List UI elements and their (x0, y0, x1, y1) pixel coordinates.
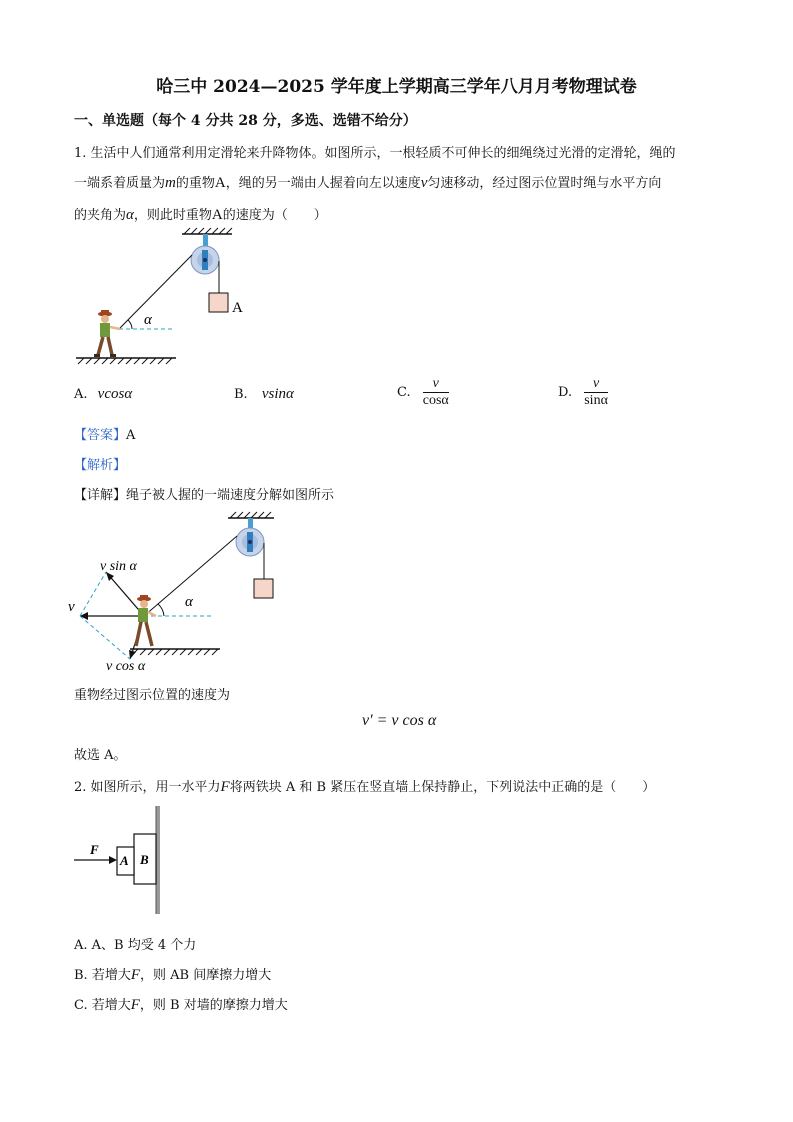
q1-after-text: 重物经过图示位置的速度为 (74, 688, 231, 703)
q2-fig-label-A: A (120, 853, 129, 868)
detail-text: 绳子被人握的一端速度分解如图所示 (126, 488, 335, 503)
q2-option-C-a: C. 若增大 (74, 998, 131, 1013)
q1-var-A-2: A (211, 207, 223, 223)
q2-option-B-b: ，则 AB 间摩擦力增大 (140, 968, 272, 983)
q1-var-alpha: α (126, 207, 134, 223)
q2-option-A[interactable]: A. A、B 均受 4 个力 (74, 938, 197, 953)
q1-option-C-den: cosα (422, 393, 449, 408)
q2-option-C[interactable] (74, 994, 288, 1014)
q1-fig2-label-alpha: α (185, 594, 193, 610)
q1-line3-a: 的夹角为 (74, 208, 127, 223)
q2-option-C-b: ，则 B 对墙的摩擦力增大 (139, 998, 288, 1013)
q1-fig2-label-vcos: v cos α (106, 659, 146, 674)
q2-option-B[interactable] (74, 964, 271, 984)
q1-formula: v′ = v cos α (362, 712, 437, 729)
q1-line2-d: 匀速移动，经过图示位置时绳与水平方向 (427, 176, 662, 191)
q1-fig-label-alpha: α (144, 312, 152, 328)
person-icon (136, 595, 156, 646)
q2-line1-a: 2. 如图所示，用一水平力 (74, 780, 221, 795)
q1-option-D-label: D. (558, 385, 573, 400)
person-icon (94, 310, 120, 357)
q1-option-A-text: vcosα (97, 386, 133, 402)
q1-line2-c: ，绳的另一端由人握着向左以速度 (225, 176, 421, 191)
q1-line2 (74, 172, 661, 192)
page-title: 哈三中 2024—2025 学年度上学期高三学年八月月考物理试卷 (156, 77, 637, 97)
q2-line1-b: 将两铁块 A 和 B 紧压在竖直墙上保持静止，下列说法中正确的是（ ） (229, 780, 656, 795)
q1-option-A-label: A. (74, 387, 88, 402)
q1-option-D-num: v (584, 376, 608, 393)
q1-var-A: A (214, 175, 226, 191)
q1-fig2-label-v: v (68, 599, 75, 615)
q1-line3-c: 的速度为（ ） (222, 208, 327, 223)
q2-line1 (74, 776, 655, 796)
q2-var-F: F (220, 779, 230, 795)
detail-tag: 【详解】 (74, 488, 127, 503)
q1-fig-label-A: A (232, 300, 243, 316)
answer-tag: 【答案】 (74, 428, 127, 443)
q1-option-B[interactable] (234, 386, 294, 403)
q1-answer (74, 424, 135, 443)
q1-conclusion: 故选 A。 (74, 748, 127, 763)
q1-line2-a: 一端系着质量为 (74, 176, 166, 191)
q1-line2-b: 的重物 (175, 176, 215, 191)
analysis-tag: 【解析】 (74, 458, 127, 473)
q1-option-C-label: C. (397, 385, 411, 400)
answer-value: A (126, 428, 136, 443)
q1-figure-pulley (70, 228, 270, 373)
q1-option-B-label: B. (234, 387, 248, 402)
q1-fig2-label-vsin: v sin α (100, 559, 137, 574)
section-title: 一、单选题（每个 4 分共 28 分，多选、选错不给分） (74, 113, 417, 129)
q2-option-B-F: F (130, 967, 140, 983)
q1-var-m: m (165, 175, 176, 191)
q1-detail (74, 484, 334, 503)
q1-line1: 1. 生活中人们通常利用定滑轮来升降物体。如图所示，一根轻质不可伸长的细绳绕过光滑的定滑轮，绳的 (74, 146, 676, 161)
q1-option-B-text: vsinα (261, 386, 294, 402)
q2-figure-blocks (70, 804, 180, 916)
q1-line3 (74, 204, 327, 224)
q1-figure-decomposition (70, 508, 290, 678)
q1-option-D-den: sinα (584, 393, 608, 408)
q1-line3-b: ，则此时重物 (133, 208, 212, 223)
q1-option-D[interactable] (558, 376, 608, 409)
q2-option-B-a: B. 若增大 (74, 968, 131, 983)
q1-option-C[interactable] (397, 376, 449, 409)
q2-fig-label-F: F (90, 842, 99, 857)
q1-option-C-num: v (423, 376, 449, 393)
q1-var-v: v (420, 175, 428, 191)
q2-option-C-F: F (130, 997, 140, 1013)
q1-option-A[interactable] (74, 386, 132, 403)
q2-fig-label-B: B (140, 852, 149, 867)
